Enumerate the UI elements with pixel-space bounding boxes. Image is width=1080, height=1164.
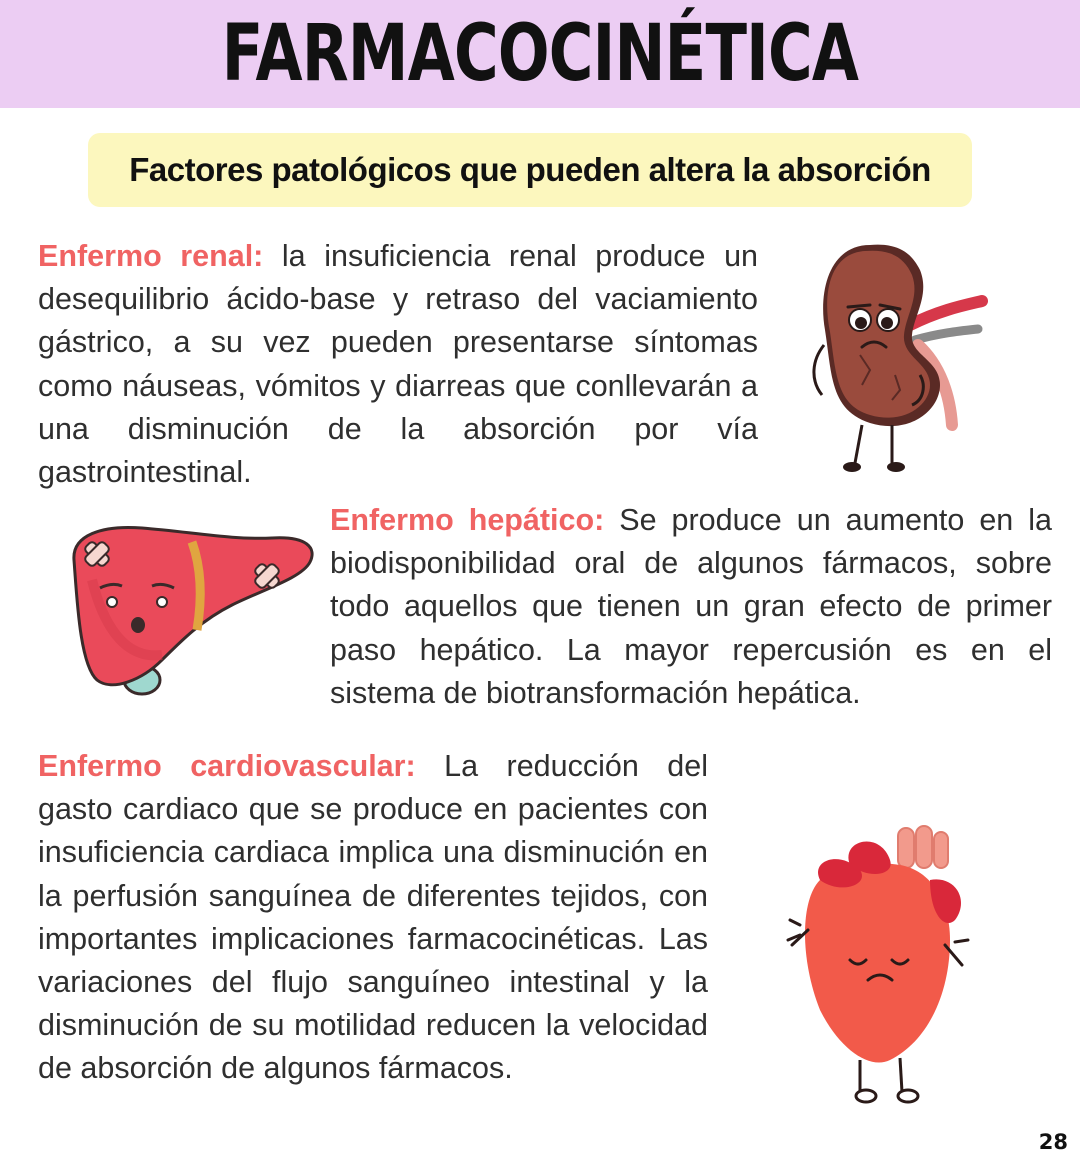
- hepatic-text: Se produce un aumento en la biodisponibilidad oral de algunos fármacos, sobre todo aquellos que tienen un gran efecto de primer paso hepático. La mayor repercusión es en el sistema de biotransformación hepática.: [330, 503, 1052, 710]
- cardio-text: La reducción del gasto cardiaco que se produce en pacientes con insuficiencia cardiaca implica una disminución en la perfusión sanguínea de diferentes tejidos, con importantes implicaciones farmacocinéticas. Las variaciones del flujo sanguíneo intestinal y la disminución de su motilidad reducen la velocidad de absorción de algunos fármacos.: [38, 749, 708, 1086]
- page-title: FARMACOCINÉTICA: [221, 9, 859, 99]
- subtitle: Factores patológicos que pueden altera la absorción: [129, 151, 931, 188]
- renal-heading: Enfermo renal:: [38, 239, 264, 273]
- subtitle-box: [88, 133, 972, 207]
- renal-text: la insuficiencia renal produce un desequilibrio ácido-base y retraso del vaciamiento gástrico, a su vez pueden presentarse síntomas como náuseas, vómitos y diarreas que conllevarán a una disminución de la absorción por vía gastrointestinal.: [38, 239, 759, 490]
- cardio-heading: Enfermo cardiovascular:: [38, 749, 416, 783]
- hepatic-paragraph: [330, 499, 1052, 715]
- sad-heart-icon: [780, 820, 980, 1110]
- title-banner: [0, 0, 1080, 108]
- sick-liver-icon: [62, 520, 320, 705]
- sad-kidney-icon: [800, 235, 990, 480]
- hepatic-heading: Enfermo hepático:: [330, 503, 605, 537]
- renal-paragraph: [38, 235, 758, 494]
- cardio-paragraph: [38, 745, 708, 1091]
- page-number: 28: [1038, 1130, 1068, 1154]
